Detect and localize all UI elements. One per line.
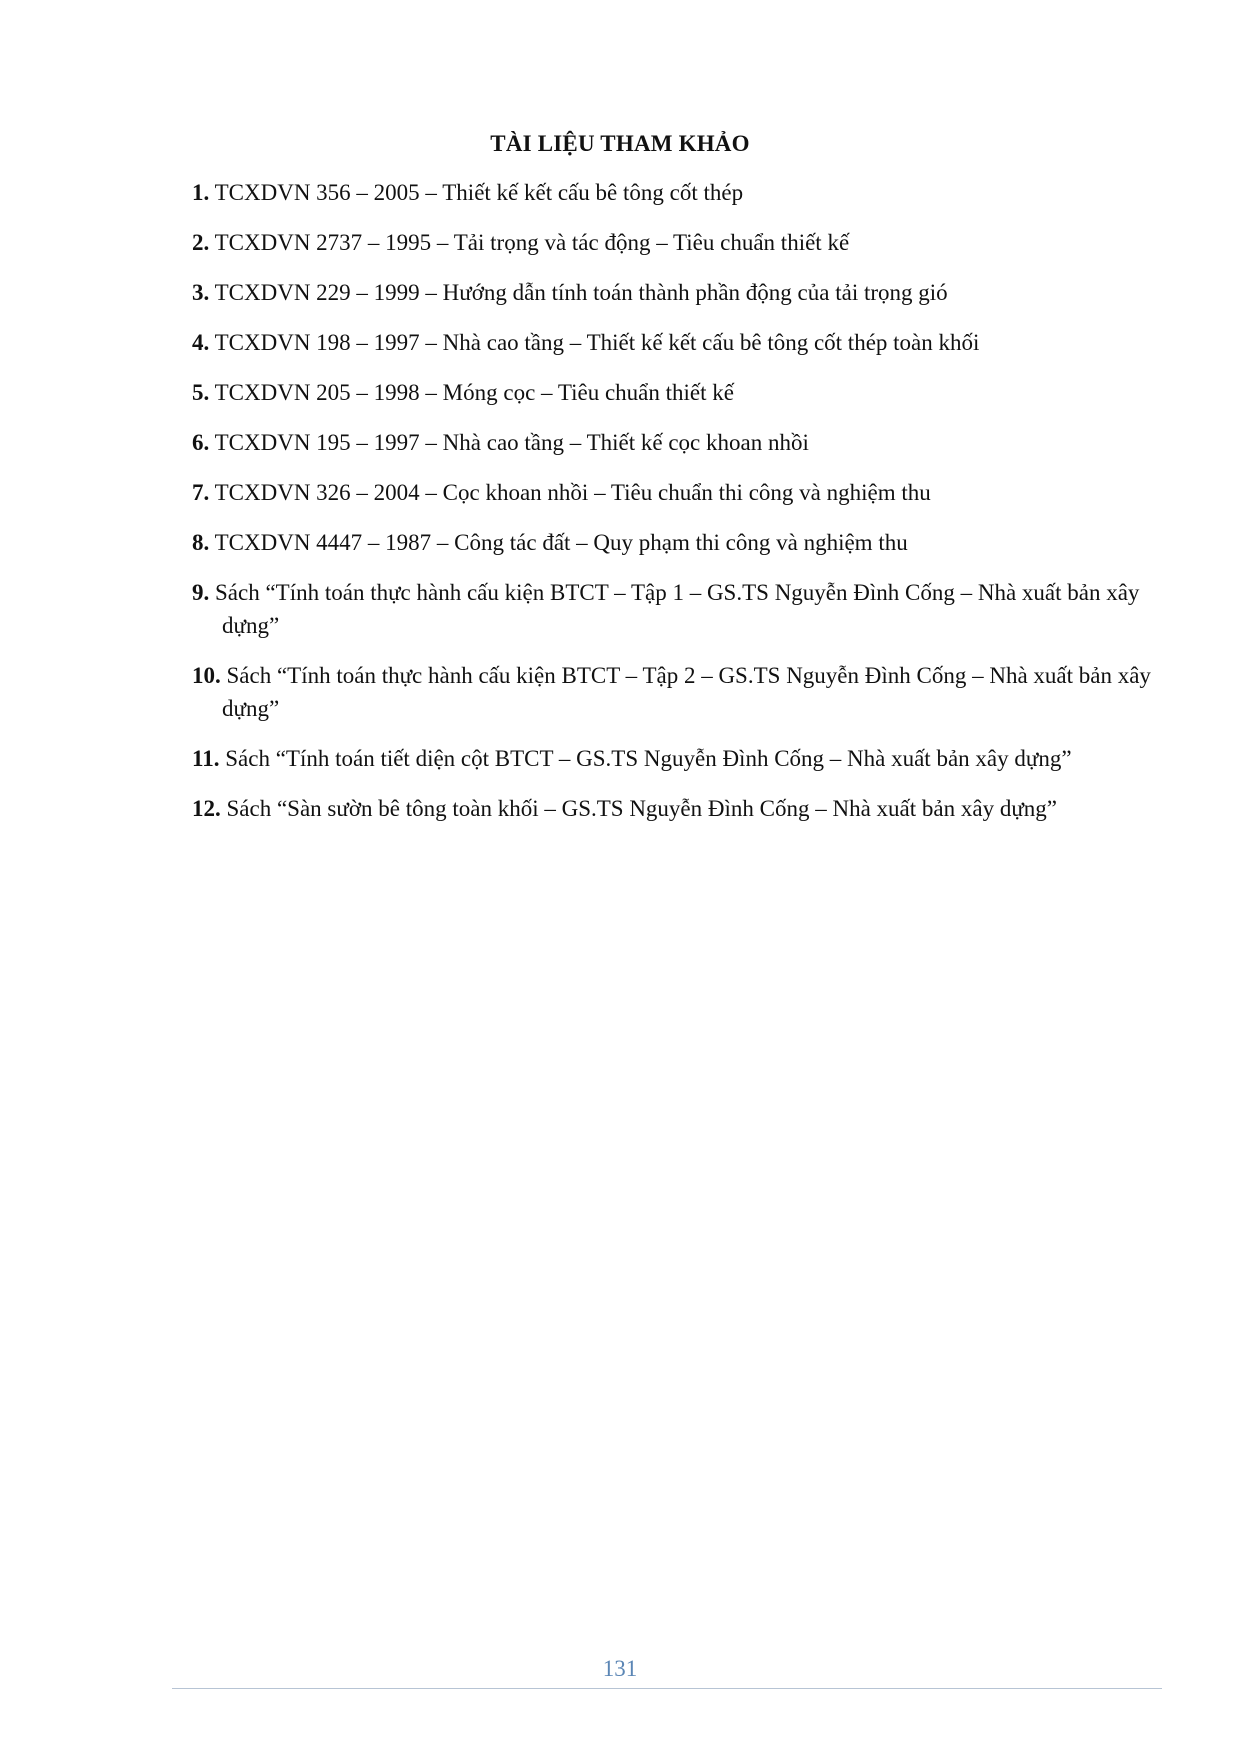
reference-item [192, 659, 1162, 725]
reference-number: 10. [192, 663, 221, 688]
reference-number: 11. [192, 746, 220, 771]
reference-number: 3. [192, 280, 210, 305]
reference-number: 12. [192, 796, 221, 821]
reference-item [192, 476, 1162, 509]
reference-number: 7. [192, 480, 210, 505]
reference-text: Sách “Tính toán thực hành cấu kiện BTCT – Tập 2 – GS.TS Nguyễn Đình Cống – Nhà xuất bản xây dựng” [222, 663, 1151, 721]
reference-text: TCXDVN 205 – 1998 – Móng cọc – Tiêu chuẩn thiết kế [214, 380, 734, 405]
reference-number: 8. [192, 530, 210, 555]
reference-number: 4. [192, 330, 210, 355]
reference-number: 2. [192, 230, 210, 255]
reference-text: TCXDVN 195 – 1997 – Nhà cao tầng – Thiết kế cọc khoan nhồi [214, 430, 809, 455]
reference-item [192, 426, 1162, 459]
reference-text: Sách “Tính toán tiết diện cột BTCT – GS.TS Nguyễn Đình Cống – Nhà xuất bản xây dựng” [225, 746, 1072, 771]
reference-text: TCXDVN 4447 – 1987 – Công tác đất – Quy phạm thi công và nghiệm thu [214, 530, 908, 555]
reference-item [192, 276, 1162, 309]
reference-text: TCXDVN 356 – 2005 – Thiết kế kết cấu bê tông cốt thép [214, 180, 744, 205]
footer-divider [172, 1688, 1162, 1689]
reference-number: 5. [192, 380, 210, 405]
reference-item [192, 226, 1162, 259]
reference-item [192, 176, 1162, 209]
reference-text: Sách “Sàn sườn bê tông toàn khối – GS.TS Nguyễn Đình Cống – Nhà xuất bản xây dựng” [226, 796, 1057, 821]
reference-item [192, 326, 1162, 359]
reference-text: TCXDVN 229 – 1999 – Hướng dẫn tính toán thành phần động của tải trọng gió [214, 280, 948, 305]
reference-item [192, 376, 1162, 409]
reference-item [192, 526, 1162, 559]
reference-text: Sách “Tính toán thực hành cấu kiện BTCT – Tập 1 – GS.TS Nguyễn Đình Cống – Nhà xuất bản xây dựng” [215, 580, 1140, 638]
reference-number: 1. [192, 180, 210, 205]
page-title: TÀI LIỆU THAM KHẢO [490, 131, 750, 156]
reference-number: 9. [192, 580, 210, 605]
reference-text: TCXDVN 326 – 2004 – Cọc khoan nhồi – Tiêu chuẩn thi công và nghiệm thu [214, 480, 931, 505]
reference-item [192, 576, 1162, 642]
page-number: 131 [602, 1656, 638, 1681]
reference-text: TCXDVN 198 – 1997 – Nhà cao tầng – Thiết kế kết cấu bê tông cốt thép toàn khối [214, 330, 980, 355]
reference-number: 6. [192, 430, 210, 455]
reference-list [192, 176, 1162, 842]
reference-item [192, 742, 1162, 775]
reference-text: TCXDVN 2737 – 1995 – Tải trọng và tác động – Tiêu chuẩn thiết kế [214, 230, 850, 255]
reference-item [192, 792, 1162, 825]
